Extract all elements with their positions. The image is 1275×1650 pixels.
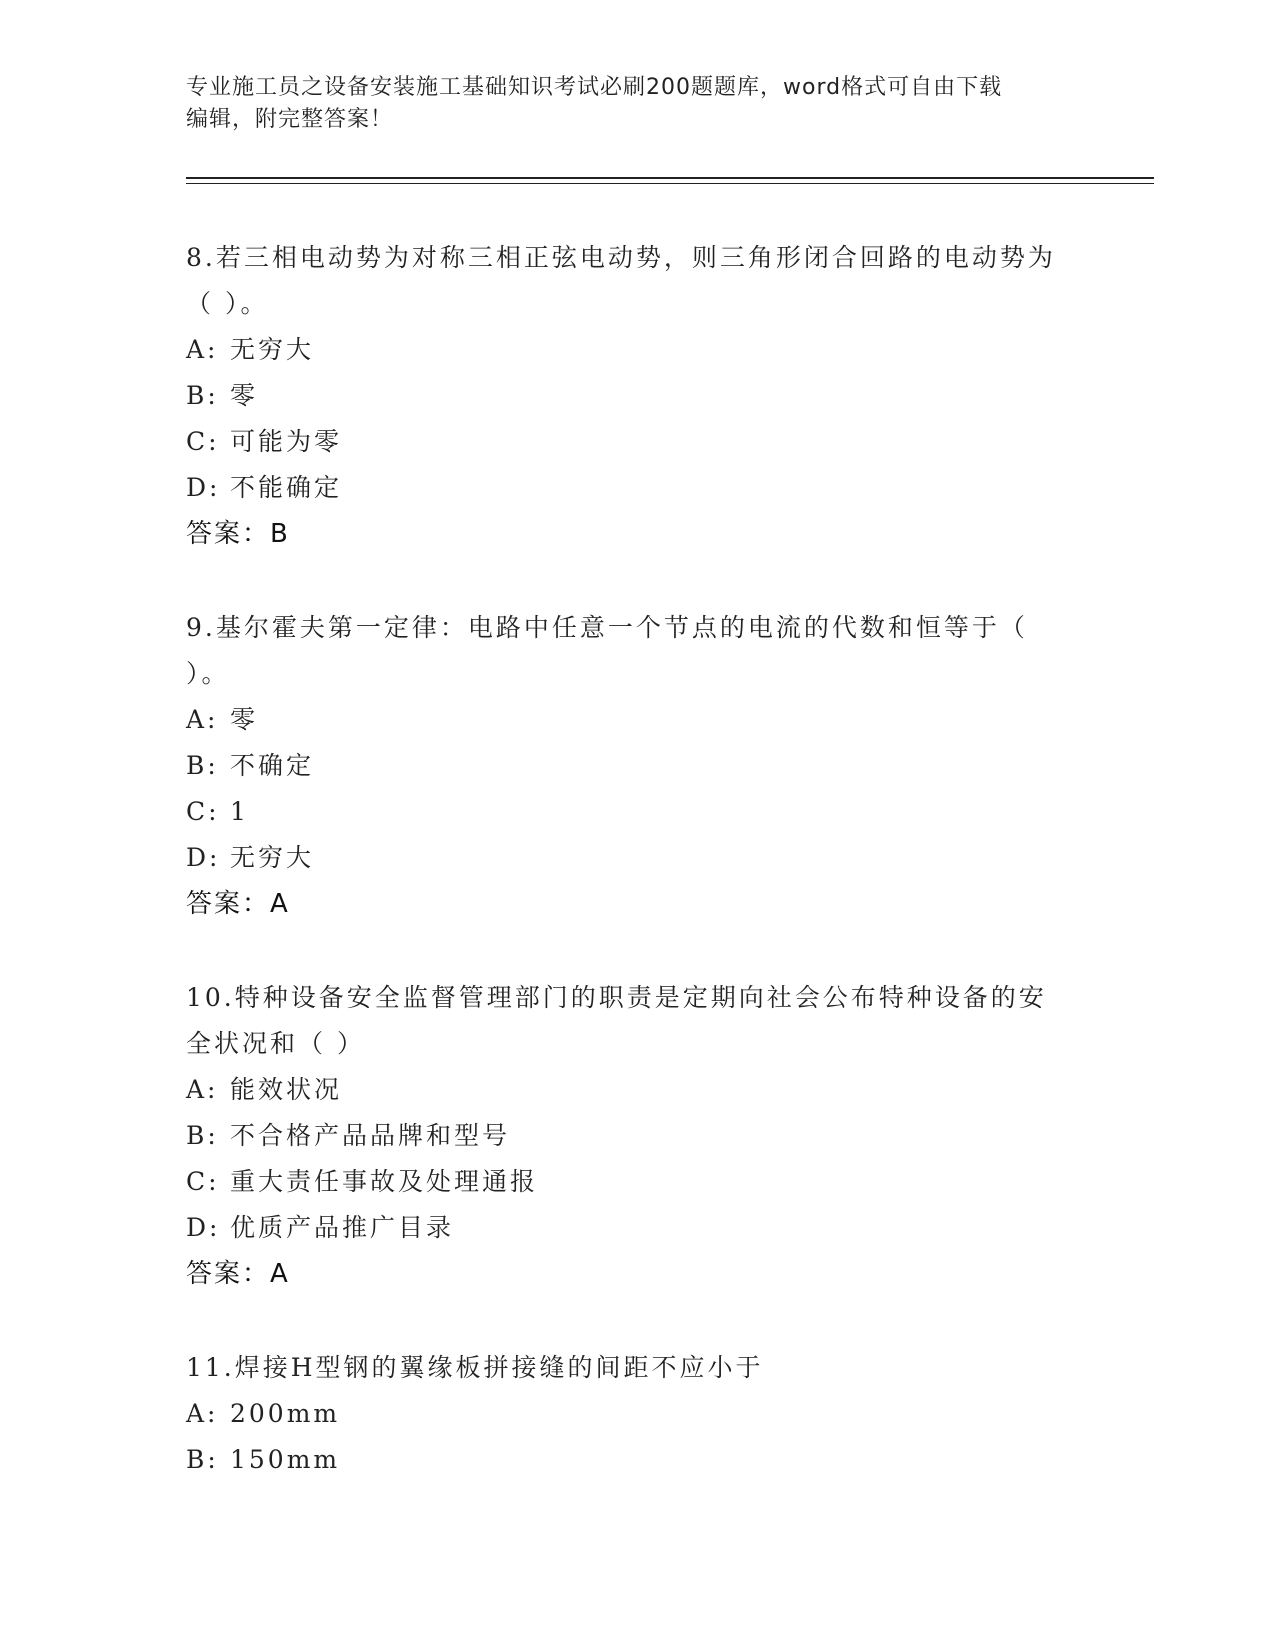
option-b [186,1437,1086,1483]
option-key: C: [186,427,220,456]
question-list [186,235,1086,1531]
answer-line: 答案：A [186,889,290,919]
option-text: 150mm [230,1445,341,1474]
option-a [186,697,1086,743]
header-title-line-2: 编辑，附完整答案！ [186,107,394,132]
option-key: A: [186,1075,219,1104]
option-text: 无穷大 [230,843,315,872]
option-key: D: [186,473,221,502]
option-key: A: [186,1399,219,1428]
option-text: 可能为零 [230,427,343,456]
option-c [186,419,1086,465]
question-8 [186,235,1086,557]
option-c [186,789,1086,835]
option-text: 重大责任事故及处理通报 [230,1167,539,1196]
option-text: 200mm [230,1399,341,1428]
option-d [186,1205,1086,1251]
option-text: 1 [230,797,249,826]
option-list [186,1391,1086,1483]
option-b [186,373,1086,419]
option-a [186,1391,1086,1437]
option-text: 零 [230,705,259,734]
header-title-line-1: 专业施工员之设备安装施工基础知识考试必刷200题题库，word格式可自由下载 [186,75,1003,100]
document-header [186,72,1066,136]
question-stem: 9.基尔霍夫第一定律：电路中任意一个节点的电流的代数和恒等于（ ）。 [186,613,1028,688]
option-key: B: [186,1445,219,1474]
option-text: 零 [230,381,259,410]
answer-line: 答案：A [186,1259,290,1289]
question-stem: 11.焊接H型钢的翼缘板拼接缝的间距不应小于 [186,1353,764,1382]
question-9 [186,605,1086,927]
option-key: B: [186,381,219,410]
option-key: D: [186,1213,221,1242]
option-text: 无穷大 [230,335,315,364]
option-key: C: [186,797,220,826]
option-key: A: [186,335,219,364]
option-key: B: [186,1121,219,1150]
option-b [186,743,1086,789]
question-10 [186,975,1086,1297]
option-text: 不合格产品品牌和型号 [230,1121,511,1150]
option-key: C: [186,1167,220,1196]
option-a [186,327,1086,373]
option-key: A: [186,705,219,734]
option-key: B: [186,751,219,780]
option-text: 优质产品推广目录 [230,1213,455,1242]
option-list [186,327,1086,511]
option-text: 能效状况 [230,1075,343,1104]
option-d [186,465,1086,511]
question-11 [186,1345,1086,1483]
option-c [186,1159,1086,1205]
option-list [186,1067,1086,1251]
option-a [186,1067,1086,1113]
option-text: 不能确定 [230,473,343,502]
option-key: D: [186,843,221,872]
option-text: 不确定 [230,751,315,780]
option-d [186,835,1086,881]
answer-line: 答案：B [186,519,290,549]
question-stem: 10.特种设备安全监督管理部门的职责是定期向社会公布特种设备的安全状况和（ ） [186,983,1047,1058]
option-b [186,1113,1086,1159]
header-divider-thin [186,183,1154,184]
option-list [186,697,1086,881]
question-stem: 8.若三相电动势为对称三相正弦电动势，则三角形闭合回路的电动势为（ ）。 [186,243,1056,318]
header-divider-thick [186,177,1154,179]
